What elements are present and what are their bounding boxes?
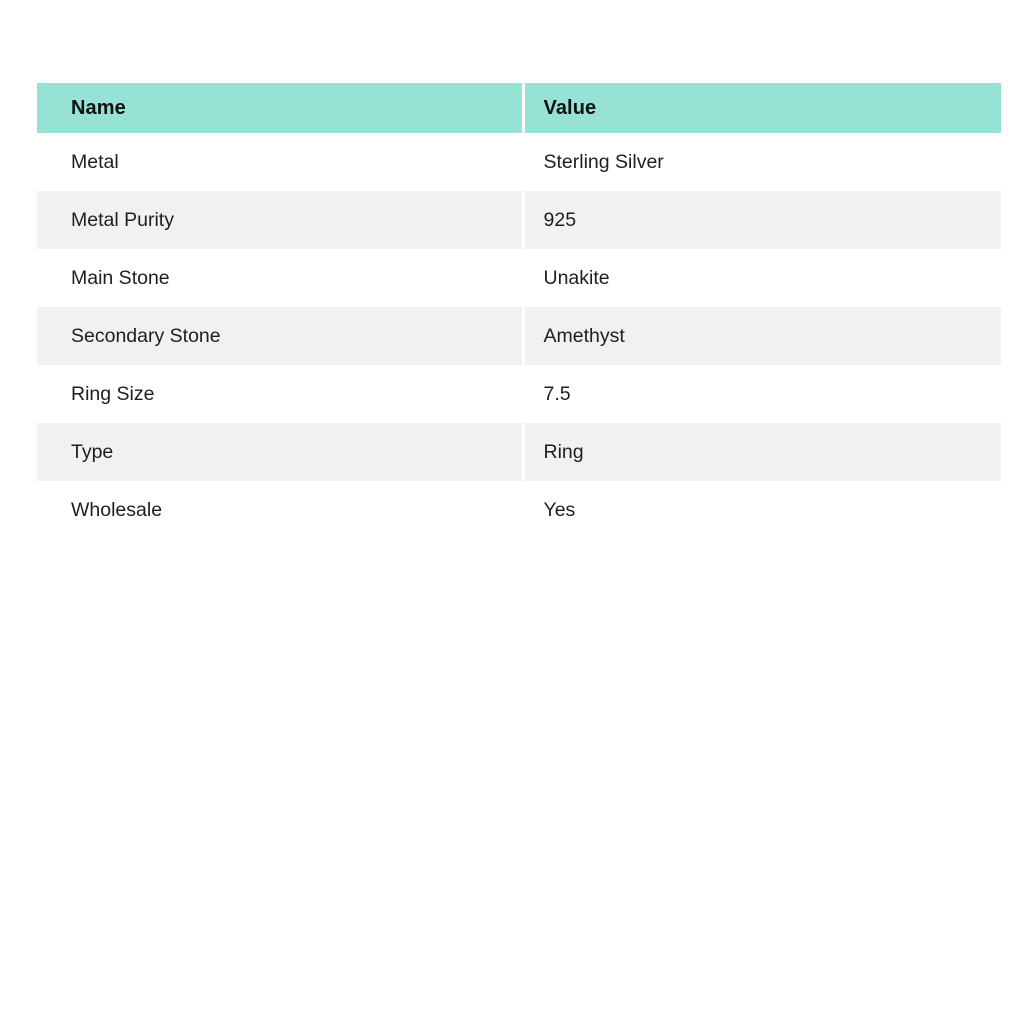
table-row [37,423,1001,481]
attribute-name-cell: Wholesale [37,481,523,539]
attribute-name-cell: Main Stone [37,249,523,307]
attribute-value-cell: Ring [523,423,1001,481]
attribute-value-cell: Yes [523,481,1001,539]
attribute-value-cell: Unakite [523,249,1001,307]
attributes-table-head [37,83,1001,133]
attribute-name-cell: Secondary Stone [37,307,523,365]
table-row [37,481,1001,539]
attribute-value-cell: Sterling Silver [523,133,1001,191]
attributes-table [37,83,1001,539]
table-row [37,191,1001,249]
header-row [37,83,1001,133]
table-row [37,133,1001,191]
table-row [37,307,1001,365]
column-header-name: Name [37,83,523,133]
attributes-table-container [37,83,1001,539]
table-row [37,365,1001,423]
attribute-name-cell: Metal Purity [37,191,523,249]
attribute-name-cell: Type [37,423,523,481]
attribute-value-cell: Amethyst [523,307,1001,365]
column-header-value: Value [523,83,1001,133]
attributes-table-body [37,133,1001,539]
attribute-value-cell: 7.5 [523,365,1001,423]
table-row [37,249,1001,307]
attribute-name-cell: Ring Size [37,365,523,423]
attribute-name-cell: Metal [37,133,523,191]
attribute-value-cell: 925 [523,191,1001,249]
